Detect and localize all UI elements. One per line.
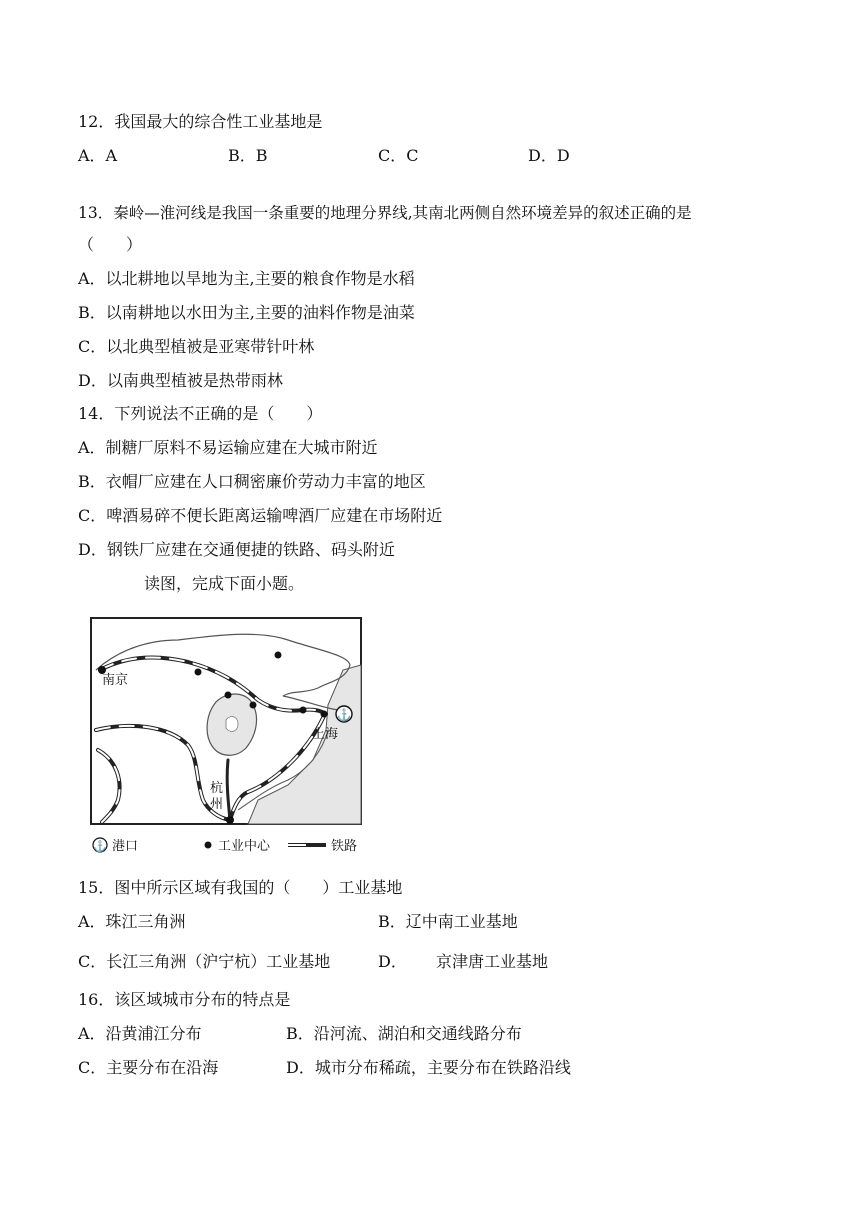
map-legend [93, 838, 357, 854]
q13-option-a: A．以北耕地以旱地为主,主要的粮食作物是水稻 [78, 269, 415, 288]
label-shanghai: 上海 [312, 727, 339, 742]
q12-option-a: A．A [78, 146, 118, 165]
port-icon [336, 706, 352, 722]
q13-option-d: D．以南典型植被是热带雨林 [78, 371, 283, 390]
q12-option-c: C．C [378, 146, 419, 165]
q13-option-c: C．以北典型植被是亚寒带针叶林 [78, 337, 315, 356]
map-intro: 读图，完成下面小题。 [144, 574, 305, 593]
svg-text:⚓: ⚓ [336, 708, 352, 722]
q16-option-a: A．沿黄浦江分布 [78, 1024, 202, 1043]
q15-option-b: B．辽中南工业基地 [378, 912, 518, 931]
q15-option-c: C．长江三角洲（沪宁杭）工业基地 [78, 952, 331, 971]
q13-stem-bracket: （ ） [78, 235, 143, 254]
q16-stem: 16．该区域城市分布的特点是 [78, 990, 291, 1009]
legend-industry: 工业中心 [218, 839, 271, 854]
q14-option-a: A．制糖厂原料不易运输应建在大城市附近 [78, 438, 378, 457]
q16-option-c: C．主要分布在沿海 [78, 1058, 219, 1077]
q15-option-a: A．珠江三角洲 [78, 912, 186, 931]
industry-hangzhou [226, 816, 234, 824]
q12-stem: 12．我国最大的综合性工业基地是 [78, 112, 323, 131]
map-svg [88, 610, 380, 862]
svg-text:⚓: ⚓ [93, 840, 107, 853]
region-map [88, 610, 380, 862]
q13-option-b: B．以南耕地以水田为主,主要的油料作物是油菜 [78, 303, 415, 322]
q16-option-d: D．城市分布稀疏，主要分布在铁路沿线 [286, 1058, 571, 1077]
q12-option-b: B．B [228, 146, 268, 165]
label-hangzhou-1: 杭 [210, 781, 224, 796]
q14-option-b: B．衣帽厂应建在人口稠密廉价劳动力丰富的地区 [78, 472, 426, 491]
legend-railway: 铁路 [331, 839, 358, 854]
q15-option-d-letter: D． [378, 952, 407, 971]
q15-option-d-text: 京津唐工业基地 [436, 952, 549, 971]
label-nanjing: 南京 [102, 673, 129, 688]
q12-option-d: D．D [528, 146, 570, 165]
q15-stem: 15．图中所示区域有我国的（ ）工业基地 [78, 878, 403, 897]
q13-stem: 13．秦岭—淮河线是我国一条重要的地理分界线,其南北两侧自然环境差异的叙述正确的是 [78, 204, 692, 222]
legend-port: 港口 [112, 839, 139, 854]
q16-option-b: B．沿河流、湖泊和交通线路分布 [286, 1024, 522, 1043]
label-hangzhou-2: 州 [210, 797, 224, 812]
q14-option-d: D．钢铁厂应建在交通便捷的铁路、码头附近 [78, 540, 395, 559]
q14-option-c: C．啤酒易碎不便长距离运输啤酒厂应建在市场附近 [78, 506, 443, 525]
q14-stem: 14．下列说法不正确的是（ ） [78, 404, 323, 423]
